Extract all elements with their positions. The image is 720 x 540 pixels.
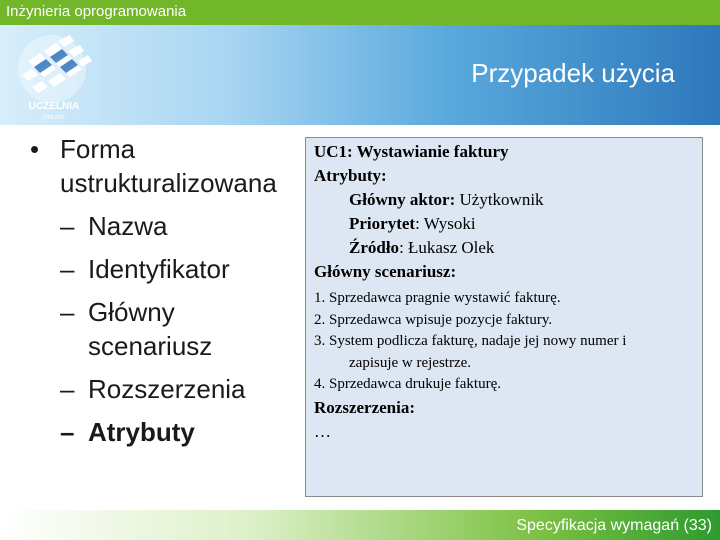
bullet-list xyxy=(30,132,300,449)
top-bar xyxy=(0,0,720,25)
sub-bullet-text: Atrybuty xyxy=(88,417,195,447)
sub-bullet-text: Nazwa xyxy=(88,211,168,241)
sub-bullet-nazwa xyxy=(30,209,300,243)
sub-bullet-text: Główny scenariusz xyxy=(88,297,213,361)
attribute-label: Główny aktor: xyxy=(349,190,456,209)
sub-bullet-text: Identyfikator xyxy=(88,254,230,284)
extensions-value: … xyxy=(314,421,331,441)
attribute-main-actor xyxy=(314,188,702,212)
scenario-step: 1. Sprzedawca pragnie wystawić fakturę. xyxy=(314,290,561,306)
attribute-value: : Łukasz Olek xyxy=(399,238,495,257)
attribute-value: : Wysoki xyxy=(415,214,476,233)
header-banner xyxy=(0,25,720,125)
footer-page-label: Specyfikacja wymagań (33) xyxy=(516,517,712,534)
dash-icon: – xyxy=(60,297,75,327)
attribute-value: Użytkownik xyxy=(459,190,544,209)
bullet-main xyxy=(30,132,300,200)
main-scenario-label: Główny scenariusz: xyxy=(314,262,457,281)
footer-band xyxy=(0,510,720,540)
scenario-step-continuation: zapisuje w rejestrze. xyxy=(349,354,472,371)
dash-icon: – xyxy=(60,254,75,284)
sub-bullet-atrybuty xyxy=(30,415,300,449)
sub-bullet-text: Rozszerzenia xyxy=(88,374,246,404)
attribute-label: Priorytet xyxy=(349,214,416,233)
attribute-source xyxy=(314,236,702,260)
course-title: Inżynieria oprogramowania xyxy=(6,3,187,20)
sub-bullet-glowny-scenariusz xyxy=(30,295,300,363)
logo-text-main: UCZELNIA xyxy=(28,101,80,112)
slide-title: Przypadek użycia xyxy=(471,58,675,88)
sub-bullet-rozszerzenia xyxy=(30,372,300,406)
use-case-box xyxy=(305,137,703,497)
bullet-main-text: Forma ustrukturalizowana xyxy=(60,134,277,198)
uczelnia-online-logo-icon xyxy=(8,31,100,123)
extensions-label: Rozszerzenia: xyxy=(314,397,416,417)
dash-icon: – xyxy=(60,211,75,241)
attribute-label: Źródło xyxy=(349,238,400,257)
scenario-step: 2. Sprzedawca wpisuje pozycje faktury. xyxy=(314,311,553,328)
dash-icon: – xyxy=(60,374,75,404)
use-case-title: UC1: Wystawianie faktury xyxy=(314,142,509,161)
dash-icon: – xyxy=(60,417,75,447)
logo-text-sub: ONLINE xyxy=(42,115,66,121)
sub-bullet-identyfikator xyxy=(30,252,300,286)
scenario-step: 4. Sprzedawca drukuje fakturę. xyxy=(314,376,502,392)
attribute-priority xyxy=(314,212,702,236)
attributes-label: Atrybuty: xyxy=(314,166,387,185)
scenario-step: 3. System podlicza fakturę, nadaje jej nowy numer i xyxy=(314,333,627,349)
bullet-dot-icon: • xyxy=(30,134,40,164)
